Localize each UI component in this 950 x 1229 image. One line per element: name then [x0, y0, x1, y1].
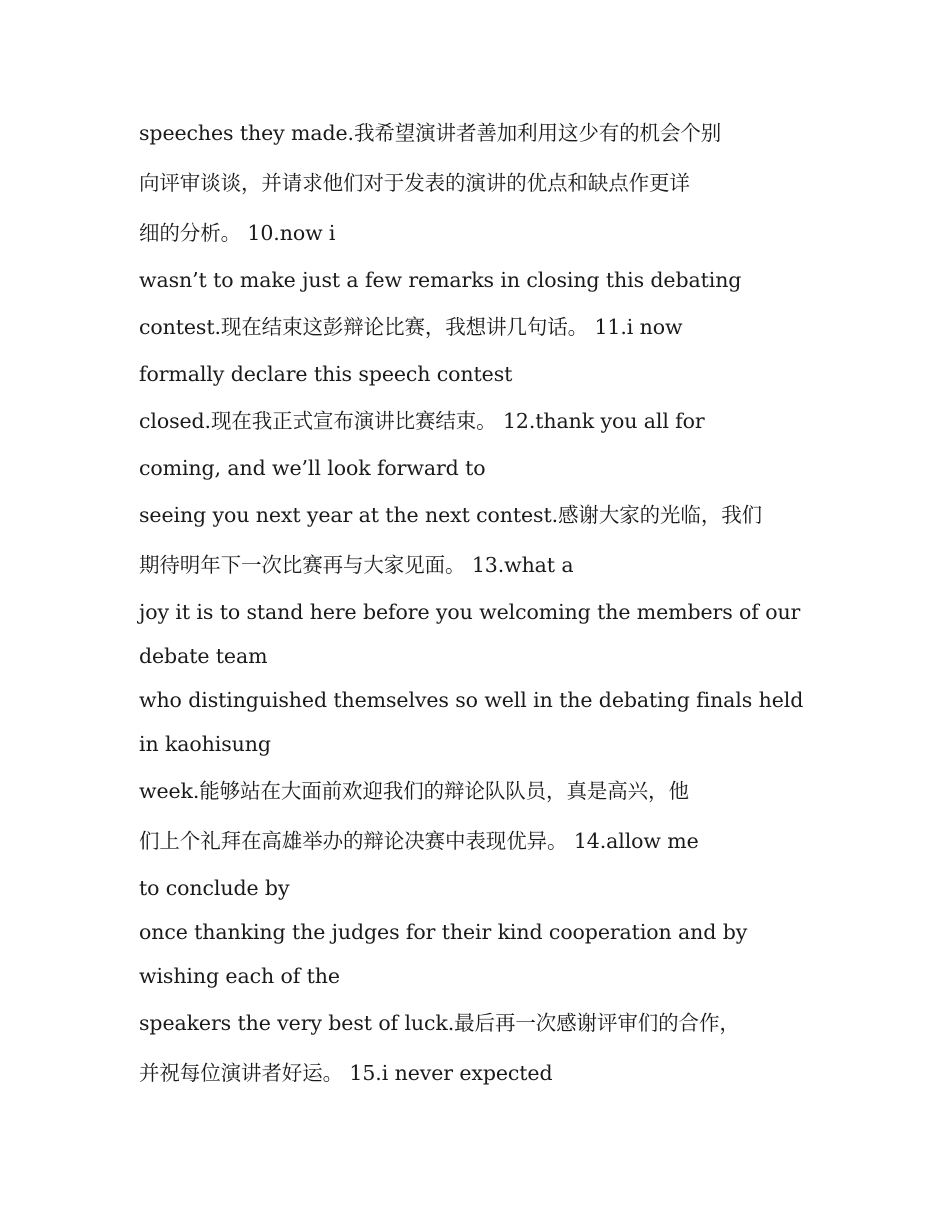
text-line: closed.现在我正式宣布演讲比赛结束。 12.thank you all for	[139, 409, 705, 433]
text-line: 们上个礼拜在高雄举办的辩论决赛中表现优异。 14.allow me	[139, 829, 699, 853]
text-line: in kaohisung	[139, 732, 271, 756]
text-line: to conclude by	[139, 876, 290, 900]
text-line: seeing you next year at the next contest.感谢大家的光临，我们	[139, 503, 763, 527]
text-line: 并祝每位演讲者好运。 15.i never expected	[139, 1061, 553, 1085]
text-line: speeches they made.我希望演讲者善加利用这少有的机会个别	[139, 121, 722, 145]
text-line: formally declare this speech contest	[139, 362, 513, 386]
text-line: week.能够站在大面前欢迎我们的辩论队队员，真是高兴，他	[139, 779, 689, 803]
text-line: wishing each of the	[139, 964, 340, 988]
text-line: once thanking the judges for their kind cooperation and by	[139, 920, 748, 944]
text-line: contest.现在结束这彭辩论比赛，我想讲几句话。 11.i now	[139, 315, 683, 339]
text-line: debate team	[139, 644, 268, 668]
text-line: 细的分析。 10.now i	[139, 221, 336, 245]
text-line: speakers the very best of luck.最后再一次感谢评审们的合作，	[139, 1011, 740, 1035]
text-line: 向评审谈谈，并请求他们对于发表的演讲的优点和缺点作更详	[139, 171, 690, 195]
text-line: coming, and we’ll look forward to	[139, 456, 486, 480]
text-line: 期待明年下一次比赛再与大家见面。 13.what a	[139, 553, 574, 577]
text-line: wasn’t to make just a few remarks in closing this debating	[139, 268, 742, 292]
text-line: joy it is to stand here before you welcoming the members of our	[139, 600, 801, 624]
body-text	[139, 108, 829, 1098]
text-line: who distinguished themselves so well in the debating finals held	[139, 688, 804, 712]
